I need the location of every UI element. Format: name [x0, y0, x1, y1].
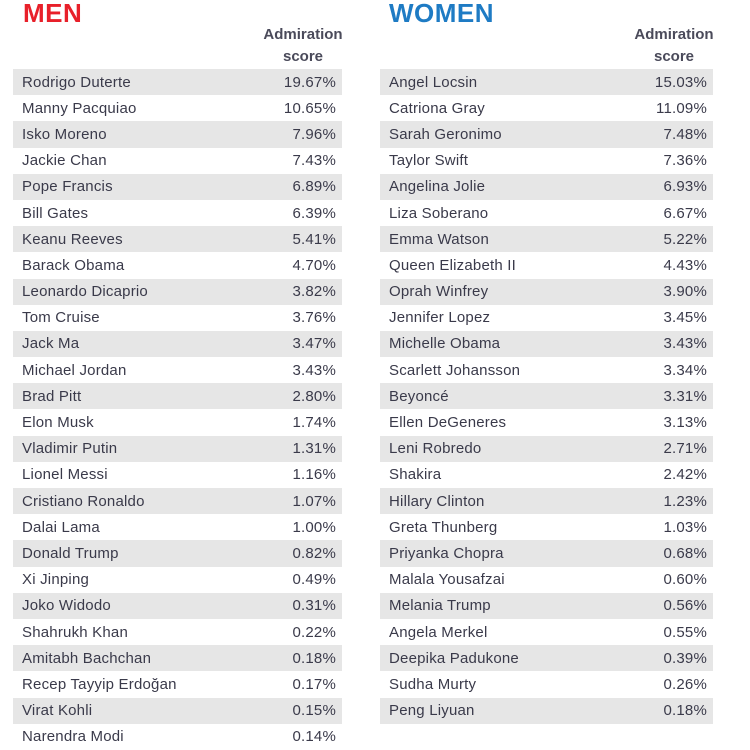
men-score-header-line2: score: [282, 48, 324, 65]
women-row-name: Queen Elizabeth II: [389, 256, 517, 274]
men-table-row: [13, 462, 342, 488]
women-row-score: 1.03%: [663, 518, 707, 536]
men-table-row: [13, 540, 342, 566]
women-row-name: Greta Thunberg: [389, 518, 498, 536]
men-score-header: [253, 24, 353, 68]
women-row-name: Scarlett Johansson: [389, 361, 521, 379]
women-table-row: [380, 645, 713, 671]
women-table-row: [380, 279, 713, 305]
men-row-score: 0.17%: [292, 675, 336, 693]
women-row-name: Sarah Geronimo: [389, 125, 502, 143]
men-table-row: [13, 724, 342, 750]
men-table-row: [13, 383, 342, 409]
men-table-row: [13, 226, 342, 252]
men-row-score: 0.14%: [292, 728, 336, 746]
women-row-name: Melania Trump: [389, 597, 491, 615]
men-row-name: Cristiano Ronaldo: [22, 492, 145, 510]
men-row-name: Joko Widodo: [22, 597, 111, 615]
women-row-name: Oprah Winfrey: [389, 283, 489, 301]
women-table-row: [380, 436, 713, 462]
women-row-score: 7.48%: [663, 125, 707, 143]
men-table-row: [13, 200, 342, 226]
women-row-score: 3.45%: [663, 309, 707, 327]
men-row-score: 0.22%: [292, 623, 336, 641]
men-row-score: 7.43%: [292, 152, 336, 170]
women-row-name: Deepika Padukone: [389, 649, 519, 667]
men-table-row: [13, 698, 342, 724]
women-row-score: 5.22%: [663, 230, 707, 248]
men-row-score: 5.41%: [292, 230, 336, 248]
men-table-row: [13, 567, 342, 593]
women-table-row: [380, 383, 713, 409]
women-row-name: Leni Robredo: [389, 440, 482, 458]
men-row-name: Tom Cruise: [22, 309, 100, 327]
women-table-row: [380, 69, 713, 95]
men-row-score: 3.43%: [292, 361, 336, 379]
men-table-row: [13, 174, 342, 200]
women-row-name: Emma Watson: [389, 230, 490, 248]
women-row-score: 0.68%: [663, 544, 707, 562]
men-row-score: 3.82%: [292, 283, 336, 301]
women-row-name: Catriona Gray: [389, 99, 485, 117]
men-row-score: 7.96%: [292, 125, 336, 143]
men-table-row: [13, 121, 342, 147]
men-row-score: 10.65%: [283, 99, 336, 117]
women-table-row: [380, 95, 713, 121]
men-table-row: [13, 645, 342, 671]
men-row-score: 3.76%: [292, 309, 336, 327]
men-row-name: Amitabh Bachchan: [22, 649, 152, 667]
men-table-row: [13, 488, 342, 514]
women-row-name: Malala Yousafzai: [389, 571, 505, 589]
men-row-score: 1.31%: [292, 440, 336, 458]
men-row-score: 0.15%: [292, 702, 336, 720]
men-table-row: [13, 69, 342, 95]
women-row-score: 3.31%: [663, 387, 707, 405]
men-table-row: [13, 619, 342, 645]
men-table-row: [13, 671, 342, 697]
men-row-name: Leonardo Dicaprio: [22, 283, 148, 301]
women-row-score: 0.26%: [663, 675, 707, 693]
men-row-score: 19.67%: [283, 73, 336, 91]
men-score-header-line1: Admiration: [263, 26, 343, 43]
men-table-row: [13, 148, 342, 174]
men-row-score: 0.49%: [292, 571, 336, 589]
women-table-row: [380, 593, 713, 619]
women-row-score: 2.71%: [663, 440, 707, 458]
women-table-row: [380, 540, 713, 566]
women-row-name: Liza Soberano: [389, 204, 489, 222]
women-row-name: Angela Merkel: [389, 623, 488, 641]
men-row-name: Shahrukh Khan: [22, 623, 129, 641]
men-row-name: Recep Tayyip Erdoğan: [22, 675, 177, 693]
men-row-name: Donald Trump: [22, 544, 119, 562]
men-row-name: Brad Pitt: [22, 387, 82, 405]
women-row-score: 7.36%: [663, 152, 707, 170]
women-table-row: [380, 121, 713, 147]
women-score-header: [624, 24, 724, 68]
women-row-name: Priyanka Chopra: [389, 544, 504, 562]
women-row-name: Taylor Swift: [389, 152, 469, 170]
women-row-score: 6.67%: [663, 204, 707, 222]
women-table-row: [380, 514, 713, 540]
women-row-name: Sudha Murty: [389, 675, 477, 693]
women-table-row: [380, 174, 713, 200]
women-row-name: Hillary Clinton: [389, 492, 485, 510]
men-row-score: 1.07%: [292, 492, 336, 510]
women-row-score: 3.13%: [663, 414, 707, 432]
men-title: MEN: [23, 0, 83, 28]
women-row-score: 3.90%: [663, 283, 707, 301]
men-row-name: Keanu Reeves: [22, 230, 123, 248]
women-title: WOMEN: [389, 0, 495, 28]
women-row-score: 0.55%: [663, 623, 707, 641]
men-table-row: [13, 357, 342, 383]
women-score-header-line2: score: [653, 48, 695, 65]
men-row-name: Lionel Messi: [22, 466, 108, 484]
women-row-score: 3.43%: [663, 335, 707, 353]
men-row-name: Dalai Lama: [22, 518, 100, 536]
men-row-name: Jack Ma: [22, 335, 80, 353]
men-table-row: [13, 331, 342, 357]
men-table: [13, 69, 342, 750]
women-row-name: Angel Locsin: [389, 73, 478, 91]
men-table-row: [13, 436, 342, 462]
women-table-row: [380, 226, 713, 252]
men-row-name: Vladimir Putin: [22, 440, 118, 458]
women-row-score: 2.42%: [663, 466, 707, 484]
women-row-score: 6.93%: [663, 178, 707, 196]
women-table-row: [380, 409, 713, 435]
men-row-score: 0.18%: [292, 649, 336, 667]
women-row-name: Angelina Jolie: [389, 178, 486, 196]
men-row-name: Michael Jordan: [22, 361, 127, 379]
men-row-score: 6.89%: [292, 178, 336, 196]
women-row-score: 0.56%: [663, 597, 707, 615]
men-row-score: 0.82%: [292, 544, 336, 562]
women-table-row: [380, 567, 713, 593]
women-row-score: 0.39%: [663, 649, 707, 667]
women-row-score: 4.43%: [663, 256, 707, 274]
women-table-row: [380, 357, 713, 383]
women-table-row: [380, 671, 713, 697]
men-row-score: 0.31%: [292, 597, 336, 615]
men-row-name: Manny Pacquiao: [22, 99, 137, 117]
women-row-score: 15.03%: [654, 73, 707, 91]
women-table-row: [380, 305, 713, 331]
men-table-row: [13, 305, 342, 331]
women-row-name: Jennifer Lopez: [389, 309, 491, 327]
women-row-name: Beyoncé: [389, 387, 449, 405]
women-table-row: [380, 698, 713, 724]
men-row-name: Elon Musk: [22, 414, 94, 432]
men-table-row: [13, 95, 342, 121]
women-row-name: Michelle Obama: [389, 335, 501, 353]
women-score-header-line1: Admiration: [634, 26, 714, 43]
women-table-row: [380, 252, 713, 278]
men-row-score: 1.16%: [292, 466, 336, 484]
women-row-name: Peng Liyuan: [389, 702, 475, 720]
men-row-name: Bill Gates: [22, 204, 89, 222]
men-row-name: Virat Kohli: [22, 702, 93, 720]
women-row-score: 0.18%: [663, 702, 707, 720]
women-table: [380, 69, 713, 724]
women-row-score: 1.23%: [663, 492, 707, 510]
men-row-name: Narendra Modi: [22, 728, 124, 746]
men-row-score: 6.39%: [292, 204, 336, 222]
men-row-score: 1.00%: [292, 518, 336, 536]
men-table-row: [13, 593, 342, 619]
women-row-name: Shakira: [389, 466, 442, 484]
women-row-score: 0.60%: [663, 571, 707, 589]
men-table-row: [13, 279, 342, 305]
men-row-score: 2.80%: [292, 387, 336, 405]
women-table-row: [380, 331, 713, 357]
men-row-name: Isko Moreno: [22, 125, 107, 143]
men-row-score: 1.74%: [292, 414, 336, 432]
men-table-row: [13, 409, 342, 435]
women-table-row: [380, 619, 713, 645]
men-table-row: [13, 514, 342, 540]
men-row-name: Barack Obama: [22, 256, 125, 274]
men-row-name: Xi Jinping: [22, 571, 90, 589]
men-table-row: [13, 252, 342, 278]
women-table-row: [380, 488, 713, 514]
men-row-score: 3.47%: [292, 335, 336, 353]
women-row-score: 11.09%: [656, 99, 707, 117]
men-row-name: Jackie Chan: [22, 152, 107, 170]
women-table-row: [380, 148, 713, 174]
women-row-score: 3.34%: [663, 361, 707, 379]
men-row-name: Pope Francis: [22, 178, 113, 196]
men-row-name: Rodrigo Duterte: [22, 73, 131, 91]
men-row-score: 4.70%: [292, 256, 336, 274]
women-table-row: [380, 462, 713, 488]
women-table-row: [380, 200, 713, 226]
women-row-name: Ellen DeGeneres: [389, 414, 507, 432]
